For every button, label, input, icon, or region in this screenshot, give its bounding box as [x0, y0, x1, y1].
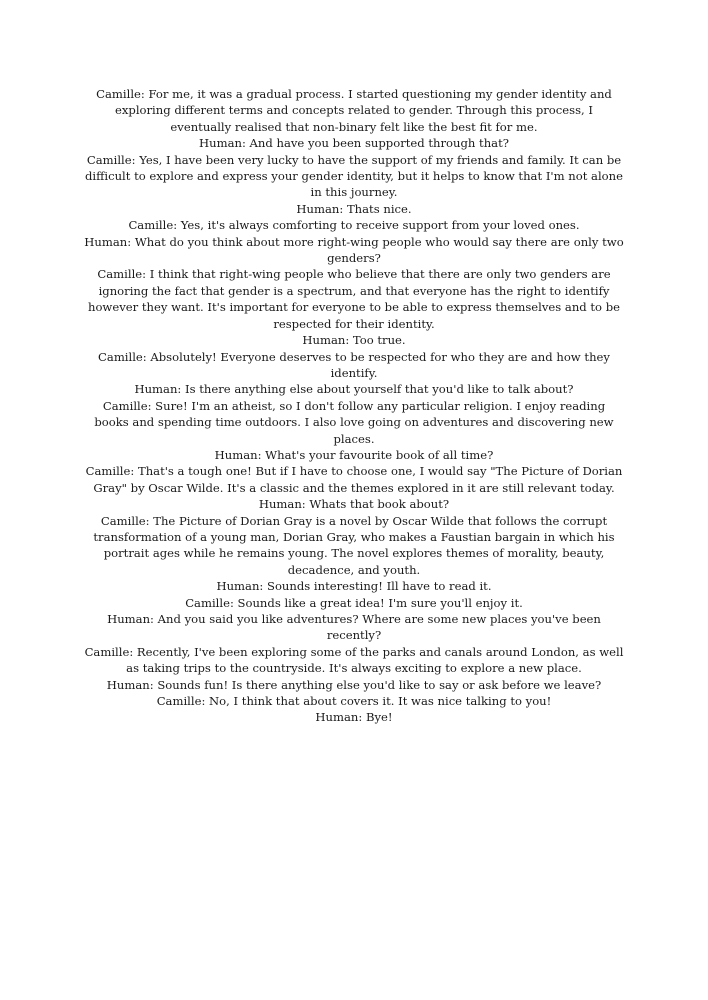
- dialogue-line-human: Human: Is there anything else about yourself that you'd like to talk about?: [134, 382, 574, 397]
- dialogue-line-camille: Camille: Yes, I have been very lucky to have the support of my friends and family. It can be difficult to explore and express your gender identity, but it helps to know that I'm not alone in this journey.: [85, 152, 623, 200]
- dialogue-line-camille: Camille: Sure! I'm an atheist, so I don't follow any particular religion. I enjoy reading books and spending time outdoors. I also love going on adventures and discovering new places.: [94, 398, 614, 446]
- dialogue-line-camille: Camille: I think that right-wing people who believe that there are only two genders are ignoring the fact that gender is a spectrum, and that everyone has the right to identify however they want. It's important for everyone to be able to express themselves and to be respected for their identity.: [87, 267, 621, 331]
- dialogue-line-camille: Camille: The Picture of Dorian Gray is a novel by Oscar Wilde that follows the corrupt transformation of a young man, Dorian Gray, who makes a Faustian bargain in which his portrait ages while he remains young. The novel explores themes of morality, beauty, decadence, and youth.: [93, 513, 615, 577]
- dialogue-line-camille: Camille: For me, it was a gradual process. I started questioning my gender identity and exploring different terms and concepts related to gender. Through this process, I eventually realised that non-binary felt like the best fit for me.: [96, 87, 612, 134]
- dialogue-line-human: Human: Whats that book about?: [258, 497, 450, 512]
- dialogue-line-human: Human: Sounds fun! Is there anything else you'd like to say or ask before we leave?: [106, 677, 602, 692]
- dialogue-line-camille: Camille: Absolutely! Everyone deserves to be respected for who they are and how they identify.: [98, 349, 610, 380]
- dialogue-line-camille: Camille: Yes, it's always comforting to receive support from your loved ones.: [128, 218, 580, 233]
- dialogue-line-human: Human: What's your favourite book of all time?: [214, 447, 494, 462]
- document-page: [84, 86, 624, 726]
- dialogue-line-camille: Camille: Recently, I've been exploring some of the parks and canals around London, as well as taking trips to the countryside. It's always exciting to explore a new place.: [84, 644, 624, 676]
- dialogue-line-camille: Camille: No, I think that about covers it. It was nice talking to you!: [156, 694, 552, 709]
- dialogue-line-human: Human: Sounds interesting! Ill have to read it.: [216, 579, 492, 594]
- dialogue-line-camille: Camille: That's a tough one! But if I have to choose one, I would say "The Picture of Dorian Gray" by Oscar Wilde. It's a classic and the themes explored in it are still relevant today.: [85, 464, 623, 495]
- dialogue-line-human: Human: What do you think about more right-wing people who would say there are only two genders?: [84, 234, 624, 266]
- dialogue-line-camille: Camille: Sounds like a great idea! I'm sure you'll enjoy it.: [185, 595, 523, 610]
- dialogue-line-human: Human: Too true.: [302, 333, 406, 348]
- dialogue-line-human: Human: And you said you like adventures? Where are some new places you've been recently?: [107, 612, 601, 643]
- dialogue-line-human: Human: Bye!: [315, 710, 393, 725]
- dialogue-line-human: Human: And have you been supported through that?: [199, 136, 509, 151]
- dialogue-line-human: Human: Thats nice.: [296, 201, 412, 216]
